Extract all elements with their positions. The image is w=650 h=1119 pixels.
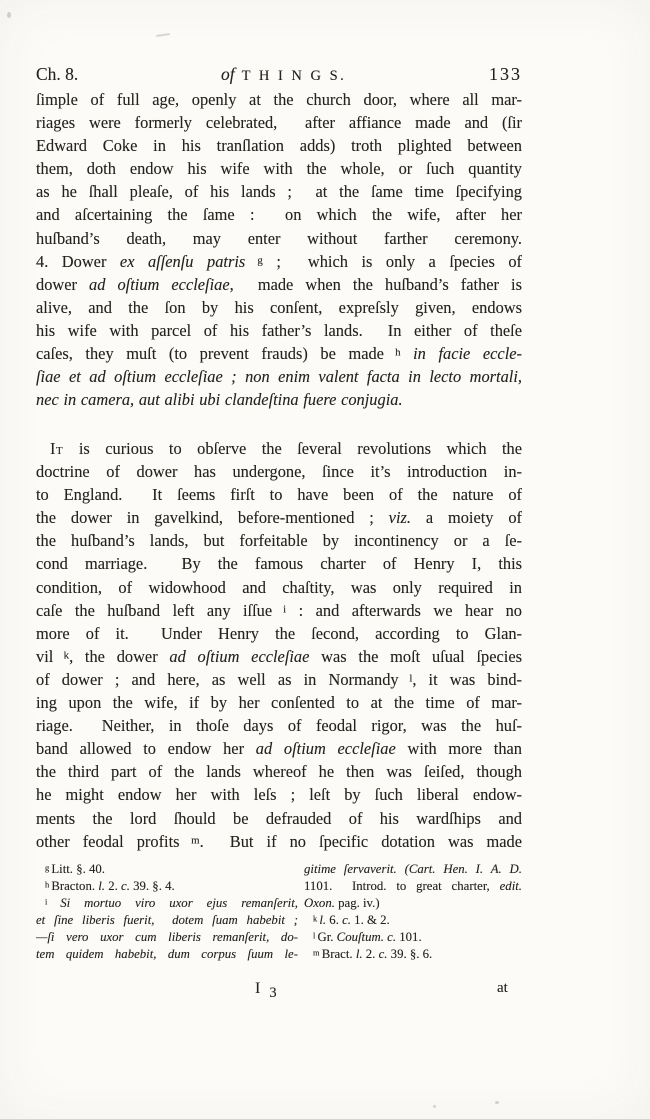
- text-line: [36, 578, 522, 601]
- text-segment: 6.: [326, 913, 343, 927]
- text-line: [36, 624, 522, 647]
- text-segment: Edward Coke in his tranſlation adds) troth plighted between: [36, 136, 522, 156]
- text-segment: l: [398, 672, 413, 685]
- text-line: [36, 930, 298, 947]
- text-segment: doctrine of dower has undergone, ſince it’s introduction in-: [36, 462, 522, 482]
- text-line: [36, 879, 298, 896]
- signature-number: 3: [269, 985, 277, 1001]
- text-segment: Bracton.: [51, 879, 99, 893]
- text-line: [304, 896, 522, 913]
- text-segment: , made when the huſband’s father is: [229, 274, 522, 294]
- running-title-of: of: [221, 64, 235, 84]
- text-segment: ad oſtium eccleſiae: [255, 739, 396, 759]
- text-line: [36, 275, 522, 298]
- scan-speck: [7, 12, 11, 18]
- text-segment: . But if no ſpecific dotation was made: [199, 831, 522, 851]
- text-segment: It: [50, 439, 64, 458]
- page-header: [36, 64, 522, 85]
- text-segment: ſimple of full age, openly at the church door, where all mar-: [36, 90, 522, 109]
- text-segment: ad oſtium eccleſiae: [89, 274, 230, 294]
- text-segment: 1101. Introd. to great charter,: [304, 879, 500, 893]
- footnotes: [36, 862, 522, 964]
- text-line: [36, 229, 522, 252]
- text-segment: ſiae et ad oſtium eccleſiae ; non enim valent facta in lecto mortali,: [36, 367, 522, 387]
- text-line: [36, 531, 522, 554]
- text-line: [36, 298, 522, 321]
- text-segment: edit.: [499, 879, 522, 893]
- text-segment: l.: [355, 947, 363, 961]
- text-segment: m: [313, 947, 322, 958]
- text-segment: the third part of the lands whereof he then was ſeiſed, though: [36, 762, 522, 782]
- text-segment: 39. §. 6.: [387, 947, 433, 961]
- text-segment: viz.: [388, 508, 411, 528]
- text-segment: k: [313, 913, 320, 924]
- text-segment: m: [179, 834, 200, 847]
- text-segment: a moiety of: [410, 508, 522, 528]
- text-segment: in facie eccle-: [400, 344, 522, 364]
- catchword: at: [497, 980, 508, 996]
- text-segment: k: [53, 649, 70, 662]
- scan-speck: [156, 33, 170, 37]
- text-segment: Couſtum. c.: [336, 930, 397, 944]
- text-segment: the dower in gavelkind, before-mentioned ;: [36, 508, 389, 528]
- text-segment: ments the lord ſhould be defrauded of his wardſhips and: [36, 808, 522, 828]
- footnote-column-left: [36, 862, 298, 964]
- signature-mark: [255, 980, 277, 1001]
- text-segment: to England. It ſeems firſt to have been of the nature of: [36, 485, 522, 505]
- page-number: 133: [489, 64, 522, 84]
- text-segment: cond marriage. By the famous charter of Henry I, this: [36, 554, 522, 574]
- text-line: [36, 367, 522, 390]
- text-line: [36, 762, 522, 785]
- text-segment: caſes, they muſt (to prevent frauds) be made: [36, 344, 384, 364]
- text-segment: ; which is only a ſpecies of: [262, 251, 522, 271]
- text-line: [36, 832, 522, 855]
- text-segment: h: [45, 879, 52, 890]
- text-segment: i: [45, 896, 61, 907]
- text-line: [36, 785, 522, 808]
- text-segment: , it was bind-: [412, 669, 522, 689]
- text-segment: l.: [319, 913, 327, 927]
- text-line: [36, 321, 522, 344]
- text-segment: l.: [98, 879, 106, 893]
- text-line: [36, 462, 522, 485]
- text-line: [36, 913, 298, 930]
- text-segment: riages were formerly celebrated, after affiance made and (ſir: [36, 113, 522, 133]
- running-title-caps: T H I N G S.: [241, 68, 347, 84]
- text-line: [36, 113, 522, 136]
- text-segment: condition, of widowhood and chaſtity, was only required in: [36, 577, 522, 597]
- text-line: [36, 896, 298, 913]
- text-line: [36, 670, 522, 693]
- text-segment: c.: [342, 913, 351, 927]
- text-line: [36, 136, 522, 159]
- text-line: [36, 601, 522, 624]
- text-segment: caſe the huſband left any iſſue: [36, 600, 273, 620]
- text-line: [36, 159, 522, 182]
- text-segment: 39. §. 4.: [129, 879, 175, 893]
- text-segment: ex aſſenſu patris: [119, 251, 246, 271]
- footnote-column-right: [304, 862, 522, 964]
- text-segment: h: [383, 346, 401, 359]
- text-line: [36, 508, 522, 531]
- text-segment: riage. Neither, in thoſe days of feodal rigor, was the huſ-: [36, 716, 522, 736]
- text-segment: 2.: [362, 947, 379, 961]
- text-line: [36, 252, 522, 275]
- text-segment: , the dower: [69, 646, 170, 666]
- text-segment: them, doth endow his wife with the whole, or ſuch quantity: [36, 159, 522, 179]
- text-segment: the huſband’s lands, but forfeitable by incontinency or a ſe-: [36, 531, 522, 551]
- text-line: [36, 862, 298, 879]
- text-segment: as he ſhall pleaſe, of his lands ; at the ſame time ſpecifying: [36, 182, 522, 202]
- text-line: [304, 930, 522, 947]
- text-segment: c.: [378, 947, 388, 961]
- text-segment: ing upon the wife, if by her conſented to at the time of mar-: [36, 693, 522, 713]
- text-segment: pag. iv.): [334, 896, 380, 910]
- text-segment: Litt. §. 40.: [51, 862, 106, 876]
- text-line: [36, 390, 522, 413]
- text-line: [36, 205, 522, 228]
- text-segment: l: [313, 930, 318, 941]
- text-line: [36, 90, 522, 113]
- paragraph-dower-history: [36, 439, 522, 855]
- scan-speck: [495, 1101, 499, 1104]
- paragraph-dower-continuation: [36, 90, 522, 413]
- text-line: [36, 739, 522, 762]
- scan-speck: [433, 1105, 436, 1108]
- text-segment: vil: [36, 646, 54, 666]
- text-segment: Oxon.: [304, 896, 335, 910]
- text-segment: more of it. Under Henry the ſecond, according to Glan-: [36, 623, 522, 643]
- text-segment: alive, and the ſon by his conſent, expreſsly given, endows: [36, 297, 522, 317]
- text-segment: 4. Dower: [36, 251, 120, 271]
- text-segment: g: [245, 254, 263, 267]
- text-segment: other feodal profits: [36, 831, 180, 851]
- text-segment: c.: [121, 879, 130, 893]
- text-segment: Si mortuo viro uxor ejus remanſerit,: [60, 896, 298, 910]
- text-segment: is curious to obſerve the ſeveral revolutions which the: [63, 439, 522, 458]
- text-segment: of dower ; and here, as well as in Normandy: [36, 669, 399, 689]
- text-segment: band allowed to endow her: [36, 739, 256, 759]
- text-segment: gitime ſervaverit. (Cart. Hen. I. A. D.: [304, 862, 522, 876]
- text-segment: ad oſtium eccleſiae: [169, 646, 310, 666]
- text-segment: with more than: [395, 739, 522, 759]
- text-segment: dower: [36, 274, 90, 294]
- text-line: [304, 947, 522, 964]
- text-line: [304, 879, 522, 896]
- text-segment: et ſine liberis fuerit, dotem ſuam habebit ;: [36, 913, 298, 927]
- text-segment: —ſi vero uxor cum liberis remanſerit, do-: [36, 930, 298, 944]
- text-line: [36, 344, 522, 367]
- text-line: [36, 554, 522, 577]
- text-line: [36, 439, 522, 462]
- text-segment: tem quidem habebit, dum corpus ſuum le-: [36, 947, 298, 961]
- text-line: [36, 809, 522, 832]
- text-segment: and aſcertaining the ſame : on which the wife, after her: [36, 205, 522, 225]
- text-segment: his wife with parcel of his father’s lands. In either of theſe: [36, 320, 522, 340]
- text-line: [36, 716, 522, 739]
- text-line: [36, 947, 298, 964]
- text-line: [304, 862, 522, 879]
- running-title: [78, 64, 489, 85]
- text-line: [36, 647, 522, 670]
- text-segment: huſband’s death, may enter without farther ceremony.: [36, 228, 522, 248]
- text-segment: was the moſt uſual ſpecies: [309, 646, 522, 666]
- text-line: [36, 693, 522, 716]
- text-segment: : and afterwards we hear no: [286, 600, 522, 620]
- text-segment: Bract.: [321, 947, 356, 961]
- text-segment: g: [45, 862, 52, 873]
- text-line: [36, 182, 522, 205]
- text-segment: 1. & 2.: [350, 913, 390, 927]
- text-segment: 101.: [396, 930, 422, 944]
- text-segment: i: [272, 603, 287, 616]
- text-segment: he might endow her with leſs ; leſt by ſuch liberal endow-: [36, 785, 522, 805]
- text-segment: 2.: [105, 879, 122, 893]
- text-segment: Gr.: [317, 930, 337, 944]
- text-segment: nec in camera, aut alibi ubi clandeſtina fuere conjugia.: [36, 390, 403, 410]
- chapter-label: Ch. 8.: [36, 64, 79, 84]
- signature-letter: I: [255, 980, 261, 997]
- text-line: [304, 913, 522, 930]
- text-line: [36, 485, 522, 508]
